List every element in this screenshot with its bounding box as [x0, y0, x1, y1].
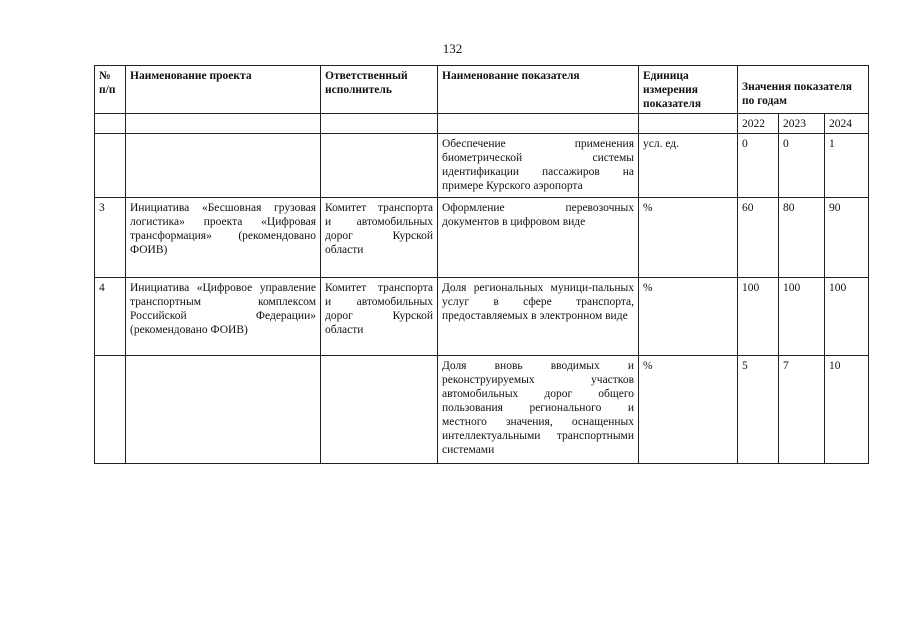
year-2024: 2024: [825, 114, 869, 134]
table-years-row: [95, 114, 869, 134]
row-num: 3: [95, 198, 126, 278]
row-value-2024: 100: [825, 278, 869, 356]
row-value-2024: 10: [825, 356, 869, 464]
row-project: [126, 356, 321, 464]
row-indicator: Обеспечение применения биометрической системы идентификации пассажиров на примере Курского аэропорта: [438, 134, 639, 198]
row-indicator: Доля региональных муници-пальных услуг в сфере транспорта, предоставляемых в электронном виде: [438, 278, 639, 356]
row-value-2024: 90: [825, 198, 869, 278]
row-project: Инициатива «Бесшовная грузовая логистика» проекта «Цифровая трансформация» (рекомендовано ФОИВ): [126, 198, 321, 278]
header-executor: Ответственный исполнитель: [321, 66, 438, 114]
years-row-empty-cell: [321, 114, 438, 134]
indicators-table: [94, 65, 869, 464]
row-unit: %: [639, 356, 738, 464]
row-unit: %: [639, 198, 738, 278]
table-row: [95, 134, 869, 198]
row-unit: %: [639, 278, 738, 356]
row-value-2023: 0: [779, 134, 825, 198]
header-unit: Единица измерения показателя: [639, 66, 738, 114]
page-number: 132: [442, 41, 463, 56]
header-values: Значения показателя по годам: [738, 66, 869, 114]
row-num: [95, 356, 126, 464]
table-row: [95, 198, 869, 278]
row-indicator: Оформление перевозочных документов в цифровом виде: [438, 198, 639, 278]
row-executor: [321, 356, 438, 464]
row-executor: Комитет транспорта и автомобильных дорог Курской области: [321, 278, 438, 356]
row-num: [95, 134, 126, 198]
row-unit: усл. ед.: [639, 134, 738, 198]
years-row-empty-cell: [126, 114, 321, 134]
header-num: № п/п: [95, 66, 126, 114]
header-project: Наименование проекта: [126, 66, 321, 114]
row-value-2022: 60: [738, 198, 779, 278]
year-2022: 2022: [738, 114, 779, 134]
row-value-2023: 100: [779, 278, 825, 356]
row-value-2022: 5: [738, 356, 779, 464]
row-value-2023: 80: [779, 198, 825, 278]
table-row: [95, 278, 869, 356]
table-row: [95, 356, 869, 464]
row-project: [126, 134, 321, 198]
row-value-2022: 100: [738, 278, 779, 356]
row-executor: Комитет транспорта и автомобильных дорог Курской области: [321, 198, 438, 278]
table-header-row: [95, 66, 869, 114]
row-executor: [321, 134, 438, 198]
year-2023: 2023: [779, 114, 825, 134]
row-indicator: Доля вновь вводимых и реконструируемых участков автомобильных дорог общего пользования регионального и местного значения, оснащенных интеллектуальными транспортными системами: [438, 356, 639, 464]
row-value-2022: 0: [738, 134, 779, 198]
row-value-2024: 1: [825, 134, 869, 198]
header-indicator: Наименование показателя: [438, 66, 639, 114]
years-row-empty-cell: [95, 114, 126, 134]
row-num: 4: [95, 278, 126, 356]
row-value-2023: 7: [779, 356, 825, 464]
years-row-empty-cell: [639, 114, 738, 134]
row-project: Инициатива «Цифровое управление транспортным комплексом Российской Федерации» (рекомендовано ФОИВ): [126, 278, 321, 356]
years-row-empty-cell: [438, 114, 639, 134]
